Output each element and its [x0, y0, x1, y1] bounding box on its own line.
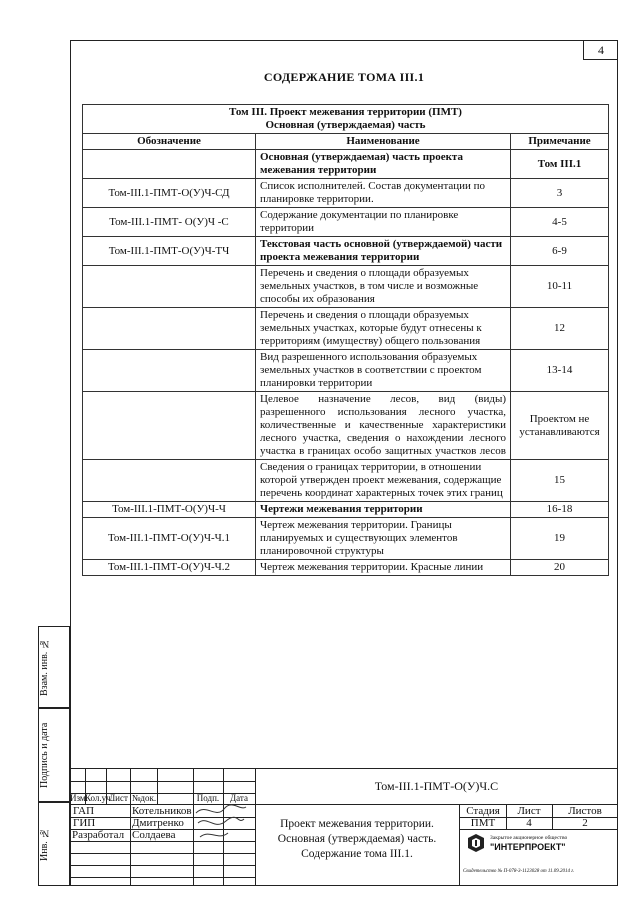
row-code [83, 266, 256, 308]
role-gip: ГИП [73, 817, 96, 829]
signature-date-cell [38, 708, 70, 802]
change-col-data: Дата [230, 793, 248, 803]
table-row [83, 560, 609, 576]
table-row [83, 392, 609, 460]
name-developer: Солдаева [132, 829, 176, 841]
table-row [83, 237, 609, 266]
row-name: Чертеж межевания территории. Границы планируемых и существующих элементов планировочной структуры [256, 518, 511, 560]
table-row [83, 460, 609, 502]
row-note: 12 [511, 308, 609, 350]
col-header-name: Наименование [256, 134, 511, 150]
row-name: Перечень и сведения о площади образуемых земельных участков, в том числе и возможные способы их образования [256, 266, 511, 308]
company-certificate: Свидетельство № П-078-3-1123028 от 11.09.2014 г. [463, 869, 575, 874]
table-row [83, 266, 609, 308]
name-gip: Дмитренко [132, 817, 184, 829]
change-col-kol: Кол.уч. [85, 793, 113, 803]
table-row [83, 150, 609, 179]
row-name: Чертеж межевания территории. Красные линии [256, 560, 511, 576]
row-name: Основная (утверждаемая) часть проекта межевания территории [256, 150, 511, 179]
role-developer: Разработал [72, 829, 125, 841]
col-header-code: Обозначение [83, 134, 256, 150]
row-name: Текстовая часть основной (утверждаемой) части проекта межевания территории [256, 237, 511, 266]
stage-value: ПМТ [470, 817, 496, 829]
row-code [83, 150, 256, 179]
table-row [83, 208, 609, 237]
row-code [83, 308, 256, 350]
row-code: Том-III.1-ПМТ- О(У)Ч -С [83, 208, 256, 237]
company-logo-icon [466, 833, 486, 853]
row-name: Содержание документации по планировке территории [256, 208, 511, 237]
replace-inv-cell [38, 626, 70, 708]
document-title: СОДЕРЖАНИЕ ТОМА III.1 [263, 70, 425, 84]
row-name: Целевое назначение лесов, вид (виды) разрешенного использования лесного участка, количественные и качественные характеристики лесного участка, сведения о нахождении лесного участка в границах особо защитных участков лесов [256, 392, 511, 460]
stage-label: Стадия [466, 805, 500, 817]
change-col-podp: Подп. [196, 793, 220, 803]
row-code: Том-III.1-ПМТ-О(У)Ч-Ч.2 [83, 560, 256, 576]
contents-table [82, 104, 609, 576]
row-note: 4-5 [511, 208, 609, 237]
document-name-line3: Содержание тома III.1. [301, 848, 413, 860]
row-code: Том-III.1-ПМТ-О(У)Ч-ТЧ [83, 237, 256, 266]
page-number: 4 [583, 40, 618, 60]
name-gap: Котельников [132, 805, 192, 817]
row-code: Том-III.1-ПМТ-О(У)Ч-СД [83, 179, 256, 208]
row-note: 13-14 [511, 350, 609, 392]
row-name: Сведения о границах территории, в отношении которой утвержден проект межевания, содержащие перечень координат характерных точек этих границ [256, 460, 511, 502]
sheet-label: Лист [517, 805, 541, 817]
sheet-value: 4 [526, 817, 532, 829]
row-note: 10-11 [511, 266, 609, 308]
table-row [83, 179, 609, 208]
row-code [83, 392, 256, 460]
sheets-value: 2 [582, 817, 588, 829]
row-note: 15 [511, 460, 609, 502]
row-code: Том-III.1-ПМТ-О(У)Ч-Ч [83, 502, 256, 518]
table-row [83, 350, 609, 392]
signature-scribbles [192, 801, 252, 845]
row-note: 20 [511, 560, 609, 576]
row-note: 6-9 [511, 237, 609, 266]
row-note: Том III.1 [511, 150, 609, 179]
inventory-label: Инв. № [39, 827, 50, 861]
row-name: Чертежи межевания территории [256, 502, 511, 518]
company-name: "ИНТЕРПРОЕКТ" [490, 842, 566, 852]
table-row [83, 502, 609, 518]
row-note: Проектом не устанавливаются [511, 392, 609, 460]
row-code [83, 350, 256, 392]
change-col-ndok: №док. [131, 793, 157, 803]
row-code: Том-III.1-ПМТ-О(У)Ч-Ч.1 [83, 518, 256, 560]
table-row [83, 518, 609, 560]
role-gap: ГАП [73, 805, 95, 817]
volume-header [83, 105, 609, 134]
table-row [83, 308, 609, 350]
change-col-izm: Изм. [70, 793, 88, 803]
volume-subtitle: Основная (утверждаемая) часть [265, 119, 426, 131]
row-name: Вид разрешенного использования образуемых земельных участков в соответствии с проектом планировки территории [256, 350, 511, 392]
document-name-cell [255, 805, 460, 886]
col-header-note: Примечание [511, 134, 609, 150]
document-name-line2: Основная (утверждаемая) часть. [277, 833, 437, 845]
inventory-cell [38, 802, 70, 886]
document-code: Том-III.1-ПМТ-О(У)Ч.С [374, 779, 499, 793]
change-col-list: Лист [109, 793, 128, 803]
title-block [70, 768, 618, 886]
sheets-label: Листов [568, 805, 602, 817]
row-name: Перечень и сведения о площади образуемых земельных участках, которые будут отнесены к территориям (имуществу) общего пользования [256, 308, 511, 350]
row-name: Список исполнителей. Состав документации по планировке территории. [256, 179, 511, 208]
row-note: 16-18 [511, 502, 609, 518]
signature-date-label: Подпись и дата [39, 722, 50, 788]
row-note: 19 [511, 518, 609, 560]
replace-inv-label: Взам. инв. № [39, 638, 50, 696]
row-code [83, 460, 256, 502]
company-type: Закрытое акционерное общество [490, 835, 568, 841]
row-note: 3 [511, 179, 609, 208]
document-name-line1: Проект межевания территории. [280, 818, 434, 830]
volume-title: Том III. Проект межевания территории (ПМТ) [229, 106, 462, 118]
